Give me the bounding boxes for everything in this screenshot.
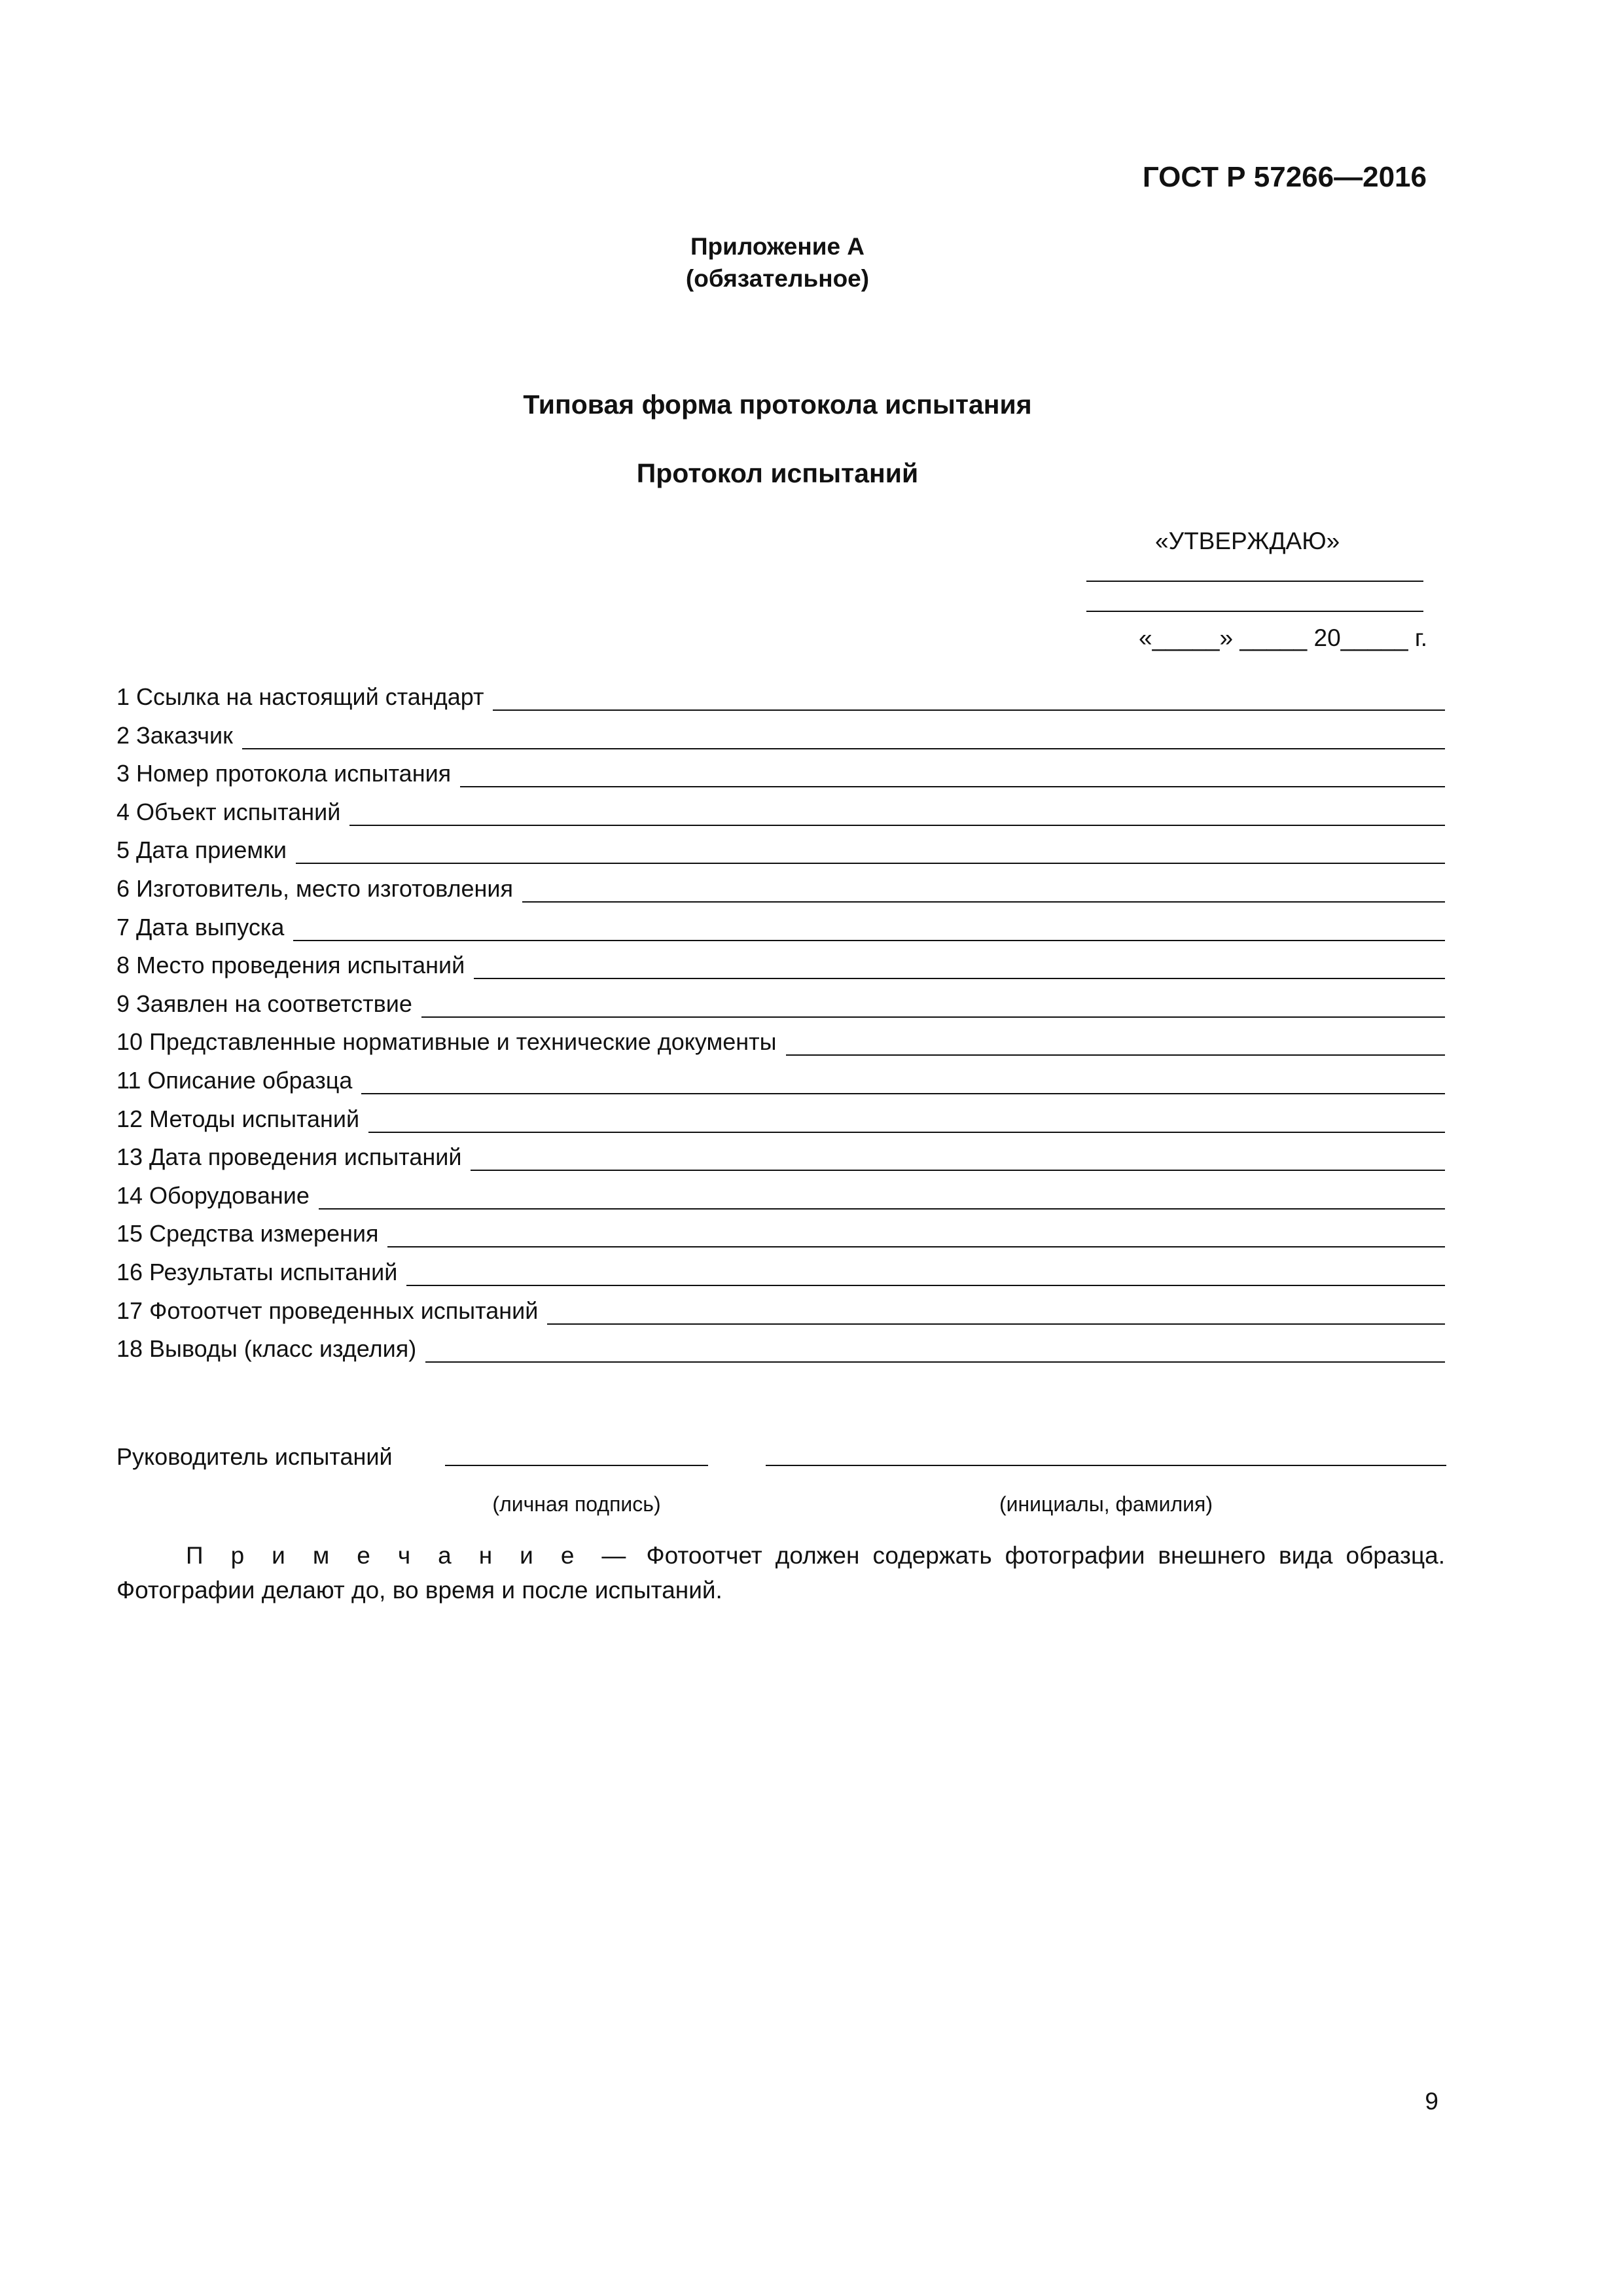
field-row <box>116 759 1445 790</box>
field-row <box>116 1066 1445 1097</box>
field-input-line[interactable] <box>368 1132 1445 1133</box>
approval-label: «УТВЕРЖДАЮ» <box>1155 528 1340 554</box>
field-row <box>116 912 1445 944</box>
protocol-title: Протокол испытаний <box>636 458 919 488</box>
field-input-line[interactable] <box>522 901 1445 903</box>
name-line[interactable] <box>766 1465 1446 1466</box>
field-row <box>116 1334 1445 1365</box>
form-title: Типовая форма протокола испытания <box>523 389 1032 420</box>
note-prefix: П р и м е ч а н и е — <box>186 1542 633 1569</box>
field-row <box>116 1257 1445 1289</box>
field-input-line[interactable] <box>460 786 1445 787</box>
field-row <box>116 721 1445 752</box>
name-caption: (инициалы, фамилия) <box>999 1492 1213 1516</box>
field-input-line[interactable] <box>421 1016 1445 1018</box>
field-row <box>116 874 1445 905</box>
field-label: 5 Дата приемки <box>116 836 287 863</box>
field-row <box>116 1296 1445 1327</box>
field-row <box>116 1027 1445 1058</box>
field-input-line[interactable] <box>547 1323 1445 1325</box>
field-row <box>116 1219 1445 1250</box>
field-input-line[interactable] <box>425 1361 1445 1363</box>
field-label: 16 Результаты испытаний <box>116 1259 398 1285</box>
field-input-line[interactable] <box>493 709 1445 711</box>
field-input-line[interactable] <box>349 825 1445 826</box>
field-input-line[interactable] <box>361 1093 1445 1094</box>
signature-caption: (личная подпись) <box>492 1492 661 1516</box>
field-row <box>116 797 1445 829</box>
field-label: 11 Описание образца <box>116 1067 353 1094</box>
field-label: 9 Заявлен на соответствие <box>116 990 412 1017</box>
annex-title: Приложение А <box>690 233 865 260</box>
field-label: 13 Дата проведения испытаний <box>116 1143 462 1170</box>
field-input-line[interactable] <box>293 940 1445 941</box>
field-label: 6 Изготовитель, место изготовления <box>116 875 513 902</box>
field-input-line[interactable] <box>296 863 1445 864</box>
annex-status: (обязательное) <box>685 265 870 292</box>
field-input-line[interactable] <box>242 748 1445 749</box>
field-label: 14 Оборудование <box>116 1182 310 1209</box>
page-number: 9 <box>1425 2088 1438 2115</box>
note-text: Фотоотчет должен содержать фотографии внешнего вида образца. Фотографии делают до, во время и после испытаний. <box>116 1542 1446 1604</box>
field-label: 15 Средства измерения <box>116 1220 379 1247</box>
field-label: 4 Объект испытаний <box>116 798 341 825</box>
field-input-line[interactable] <box>406 1285 1445 1286</box>
approval-line-2[interactable] <box>1086 611 1423 612</box>
approval-line-1[interactable] <box>1086 581 1423 582</box>
field-input-line[interactable] <box>319 1208 1445 1210</box>
field-label: 12 Методы испытаний <box>116 1105 360 1132</box>
field-label: 8 Место проведения испытаний <box>116 952 465 978</box>
field-row <box>116 835 1445 867</box>
field-label: 7 Дата выпуска <box>116 914 285 941</box>
field-row <box>116 1142 1445 1174</box>
field-row <box>116 682 1445 713</box>
field-label: 3 Номер протокола испытания <box>116 760 452 787</box>
field-input-line[interactable] <box>471 1170 1445 1171</box>
field-label: 2 Заказчик <box>116 722 233 749</box>
note <box>116 1538 1445 1607</box>
field-input-line[interactable] <box>474 978 1445 979</box>
approval-date[interactable]: «_____» _____ 20_____ г. <box>1139 624 1428 651</box>
test-head-label: Руководитель испытаний <box>116 1443 393 1470</box>
field-label: 17 Фотоотчет проведенных испытаний <box>116 1297 539 1324</box>
field-label: 10 Представленные нормативные и технические документы <box>116 1028 777 1055</box>
field-input-line[interactable] <box>786 1054 1445 1056</box>
field-label: 1 Ссылка на настоящий стандарт <box>116 683 484 710</box>
signature-line[interactable] <box>445 1465 708 1466</box>
field-row <box>116 1104 1445 1136</box>
document-number: ГОСТ Р 57266—2016 <box>1142 161 1427 193</box>
field-row <box>116 1181 1445 1212</box>
field-row <box>116 989 1445 1020</box>
field-label: 18 Выводы (класс изделия) <box>116 1335 417 1362</box>
field-row <box>116 950 1445 982</box>
field-input-line[interactable] <box>387 1246 1445 1247</box>
